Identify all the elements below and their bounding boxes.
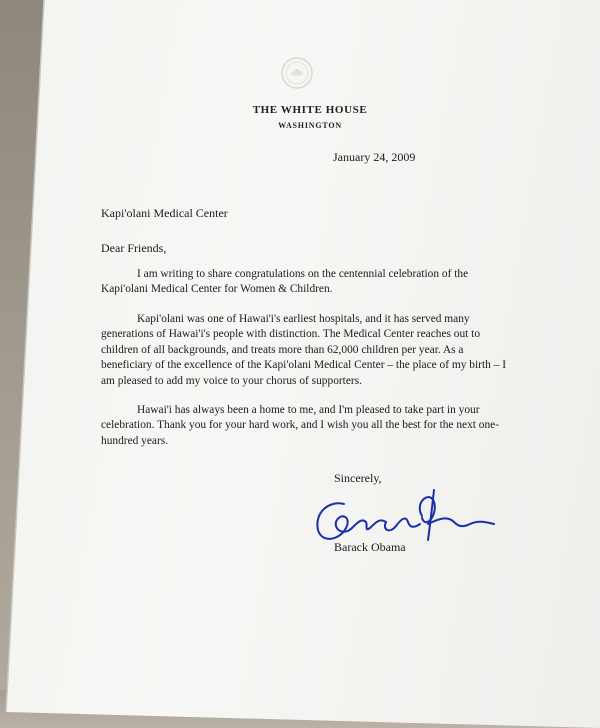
paragraph-1 bbox=[101, 267, 541, 298]
closing: Sincerely, bbox=[334, 471, 382, 485]
letterhead-subtitle: WASHINGTON bbox=[278, 121, 342, 130]
paragraph-line: Kapi'olani Medical Center for Women & Children. bbox=[101, 283, 333, 296]
paragraph-line: hundred years. bbox=[101, 434, 169, 447]
signer-name: Barack Obama bbox=[334, 540, 406, 554]
recipient-name: Kapi'olani Medical Center bbox=[101, 206, 228, 220]
paragraph-line: generations of Hawai'i's people with distinction. The Medical Center reaches out to bbox=[101, 328, 481, 341]
letterhead-title: THE WHITE HOUSE bbox=[252, 104, 368, 116]
salutation: Dear Friends, bbox=[101, 241, 167, 255]
paragraph-line: am pleased to add my voice to your chorus of supporters. bbox=[101, 374, 362, 387]
letter-date: January 24, 2009 bbox=[333, 150, 416, 164]
paragraph-3 bbox=[101, 403, 541, 449]
paragraph-line: children of all backgrounds, and treats more than 62,000 children per year. As a bbox=[101, 343, 464, 356]
paragraph-line: Kapi'olani was one of Hawai'i's earliest hospitals, and it has served many bbox=[137, 313, 470, 325]
paragraph-2 bbox=[101, 312, 541, 389]
paragraph-line: beneficiary of the excellence of the Kapi'olani Medical Center – the place of my birth – I bbox=[101, 359, 506, 372]
presidential-seal-icon bbox=[280, 56, 314, 90]
paragraph-line: Hawai'i has always been a home to me, and I'm pleased to take part in your bbox=[137, 404, 480, 416]
letterhead bbox=[240, 103, 380, 132]
paragraph-line: I am writing to share congratulations on the centennial celebration of the bbox=[137, 268, 469, 280]
paragraph-line: celebration. Thank you for your hard work, and I wish you all the best for the next one- bbox=[101, 419, 500, 432]
